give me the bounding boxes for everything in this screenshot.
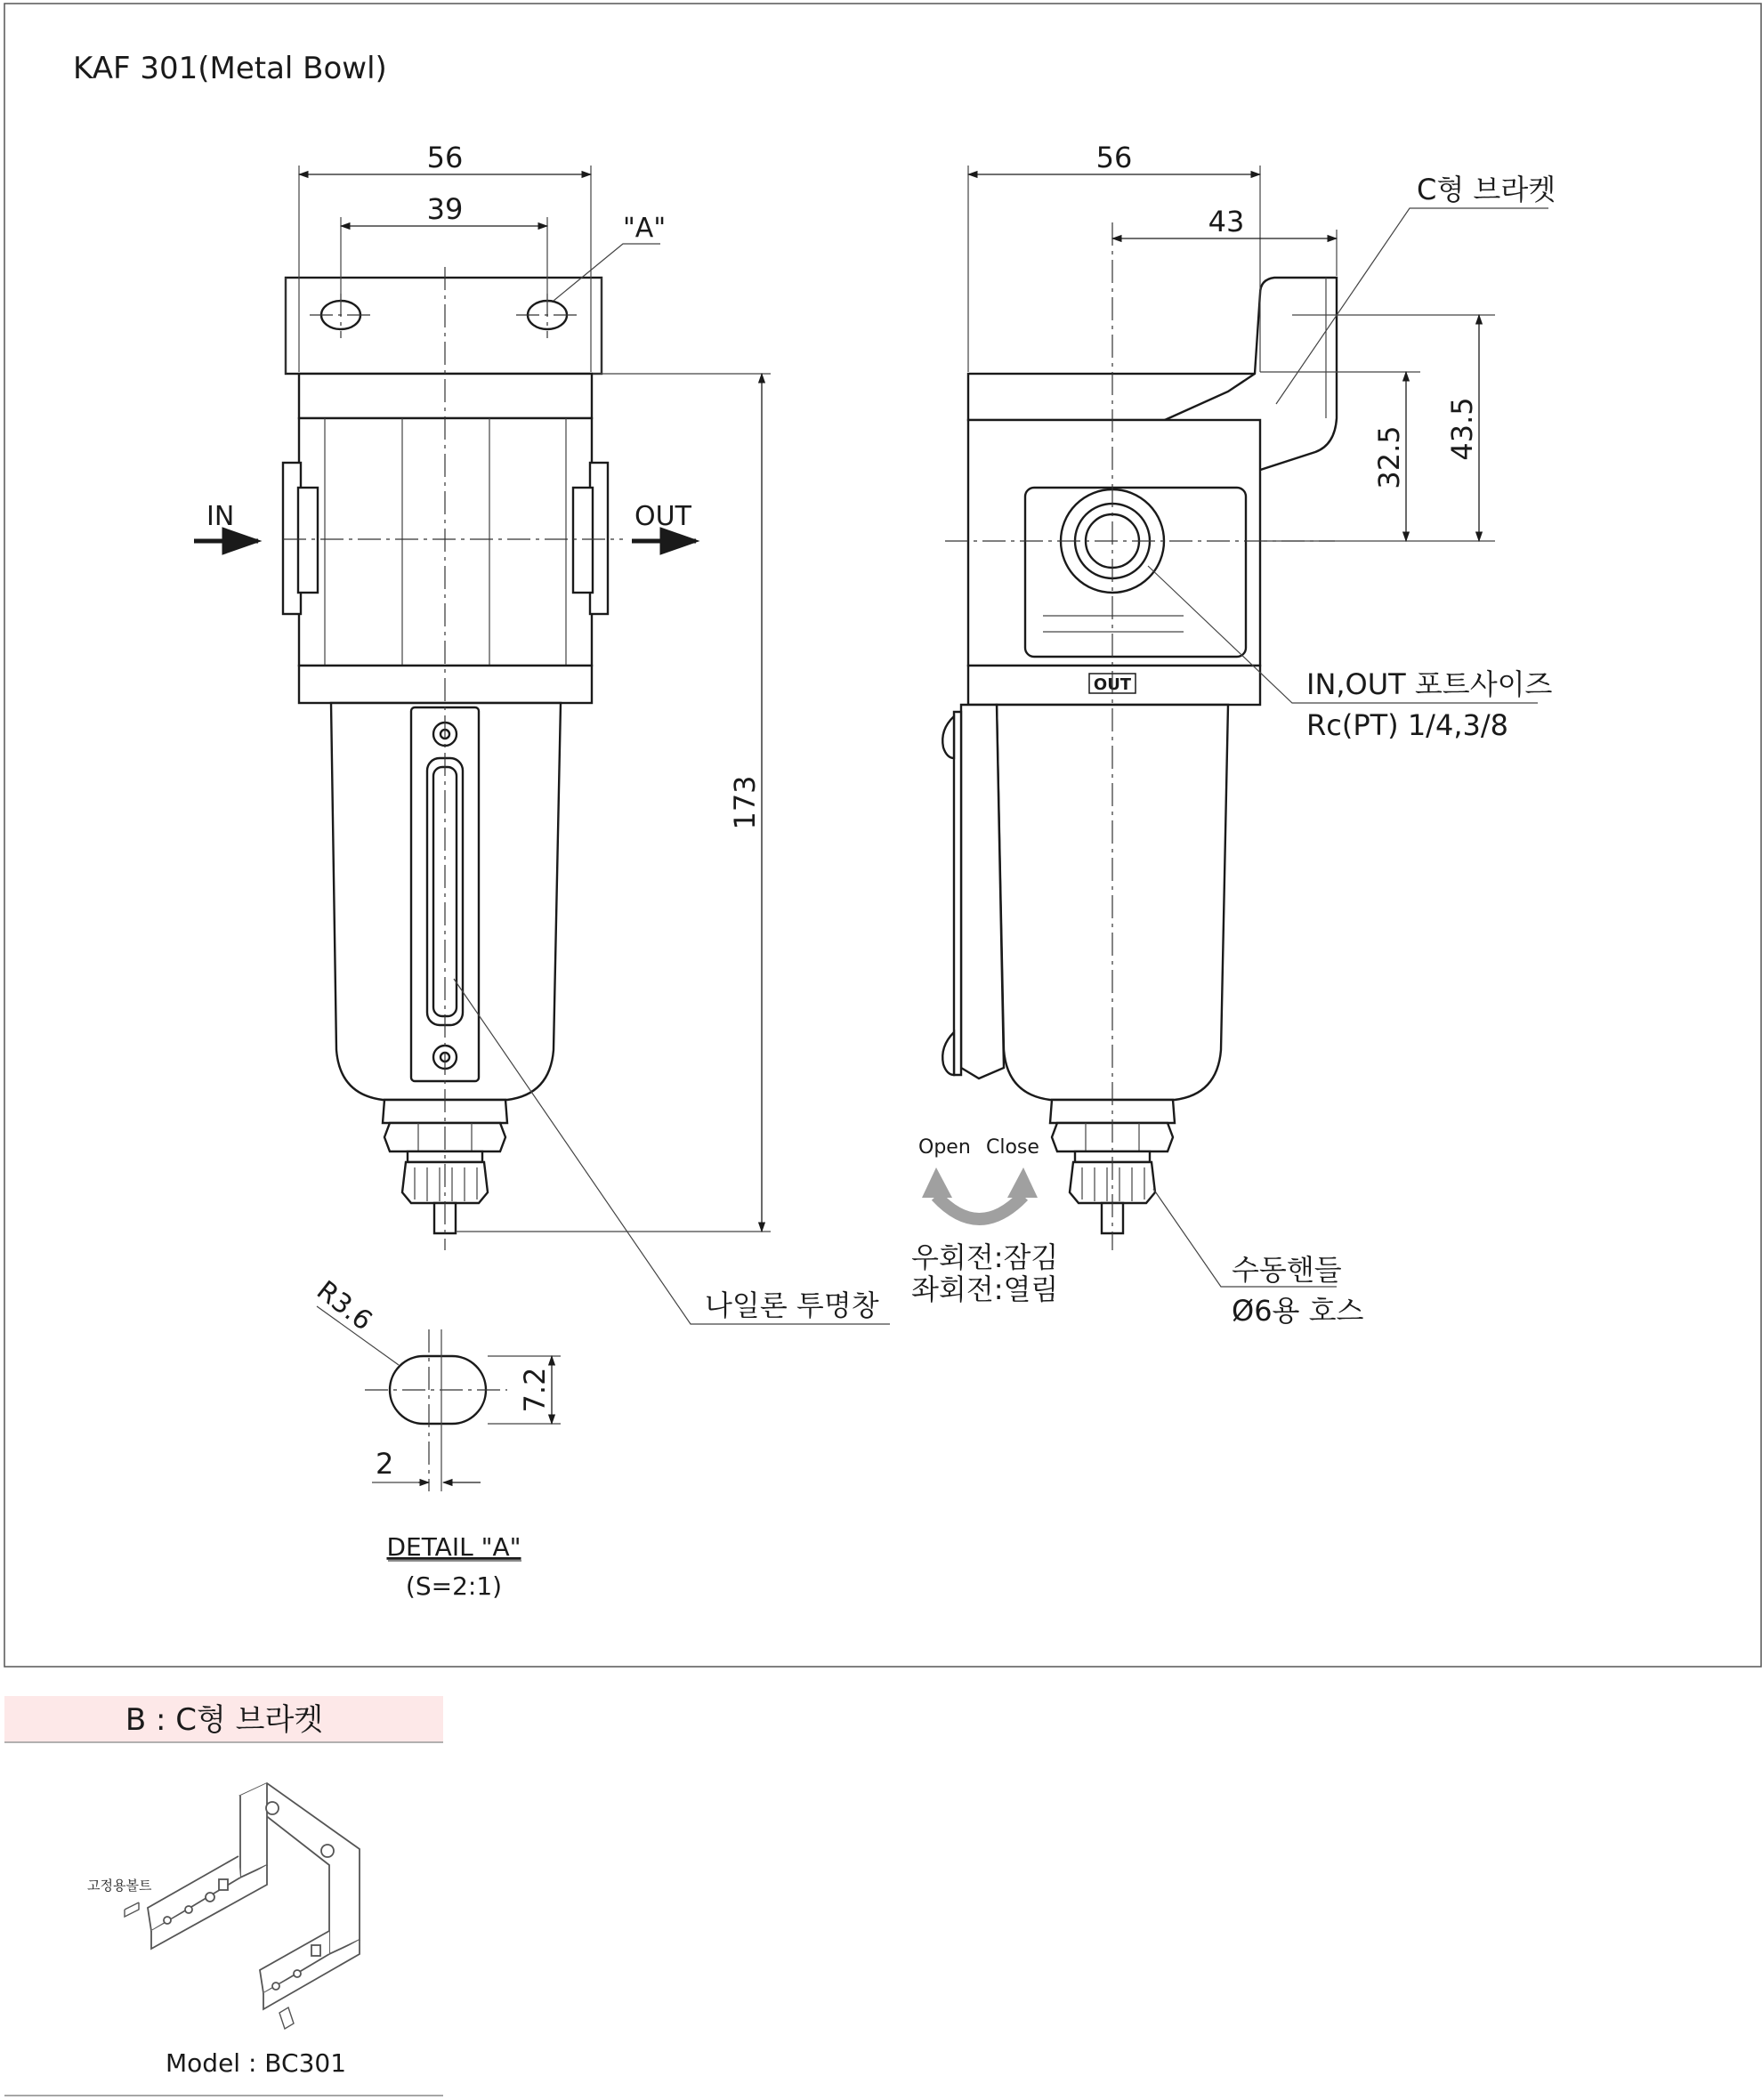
dim-hole-pitch: 39 bbox=[426, 192, 464, 226]
detail-radius: R3.6 bbox=[311, 1274, 378, 1337]
dim-side-width: 56 bbox=[1095, 141, 1133, 174]
bracket-label: C형 브라켓 bbox=[1417, 173, 1556, 206]
rotation-line-2: 좌회전:열림 bbox=[911, 1272, 1059, 1306]
section-header: B : C형 브라켓 bbox=[125, 1702, 324, 1738]
detail-scale: (S=2:1) bbox=[405, 1571, 503, 1601]
drawing-frame bbox=[4, 4, 1761, 1667]
side-view bbox=[911, 141, 1556, 1328]
detail-a-ref: "A" bbox=[623, 213, 667, 244]
detail-title: DETAIL "A" bbox=[386, 1532, 521, 1562]
rotation-arrow bbox=[936, 1196, 1023, 1219]
drawing-title: KAF 301(Metal Bowl) bbox=[73, 51, 387, 86]
detail-width: 2 bbox=[376, 1447, 394, 1481]
dim-port-height-2: 43.5 bbox=[1445, 397, 1479, 461]
rotation-line-1: 우회전:잠김 bbox=[911, 1240, 1059, 1274]
bracket-illustration bbox=[125, 1783, 360, 2029]
port-size-value: Rc(PT) 1/4,3/8 bbox=[1306, 708, 1508, 742]
dim-height: 173 bbox=[728, 775, 762, 830]
dim-bracket-offset: 43 bbox=[1208, 205, 1245, 238]
bracket-section bbox=[4, 1696, 443, 2078]
detail-a bbox=[311, 1275, 561, 1601]
bolt-label: 고정용볼트 bbox=[87, 1878, 152, 1894]
out-mark-text: OUT bbox=[1093, 675, 1132, 694]
handle-label-2: Ø6용 호스 bbox=[1232, 1294, 1364, 1328]
sight-glass-label: 나일론 투명창 bbox=[705, 1288, 879, 1322]
dim-port-height-1: 32.5 bbox=[1372, 425, 1406, 489]
front-view bbox=[194, 141, 890, 1324]
in-label: IN bbox=[206, 501, 235, 532]
close-label: Close bbox=[986, 1136, 1039, 1159]
detail-height: 7.2 bbox=[518, 1367, 552, 1413]
out-label: OUT bbox=[634, 501, 691, 532]
model-label: Model : BC301 bbox=[166, 2048, 347, 2078]
dim-overall-width: 56 bbox=[426, 141, 464, 174]
open-label: Open bbox=[918, 1136, 971, 1159]
port-size-label: IN,OUT 포트사이즈 bbox=[1306, 667, 1553, 701]
handle-label-1: 수동핸들 bbox=[1232, 1253, 1342, 1287]
